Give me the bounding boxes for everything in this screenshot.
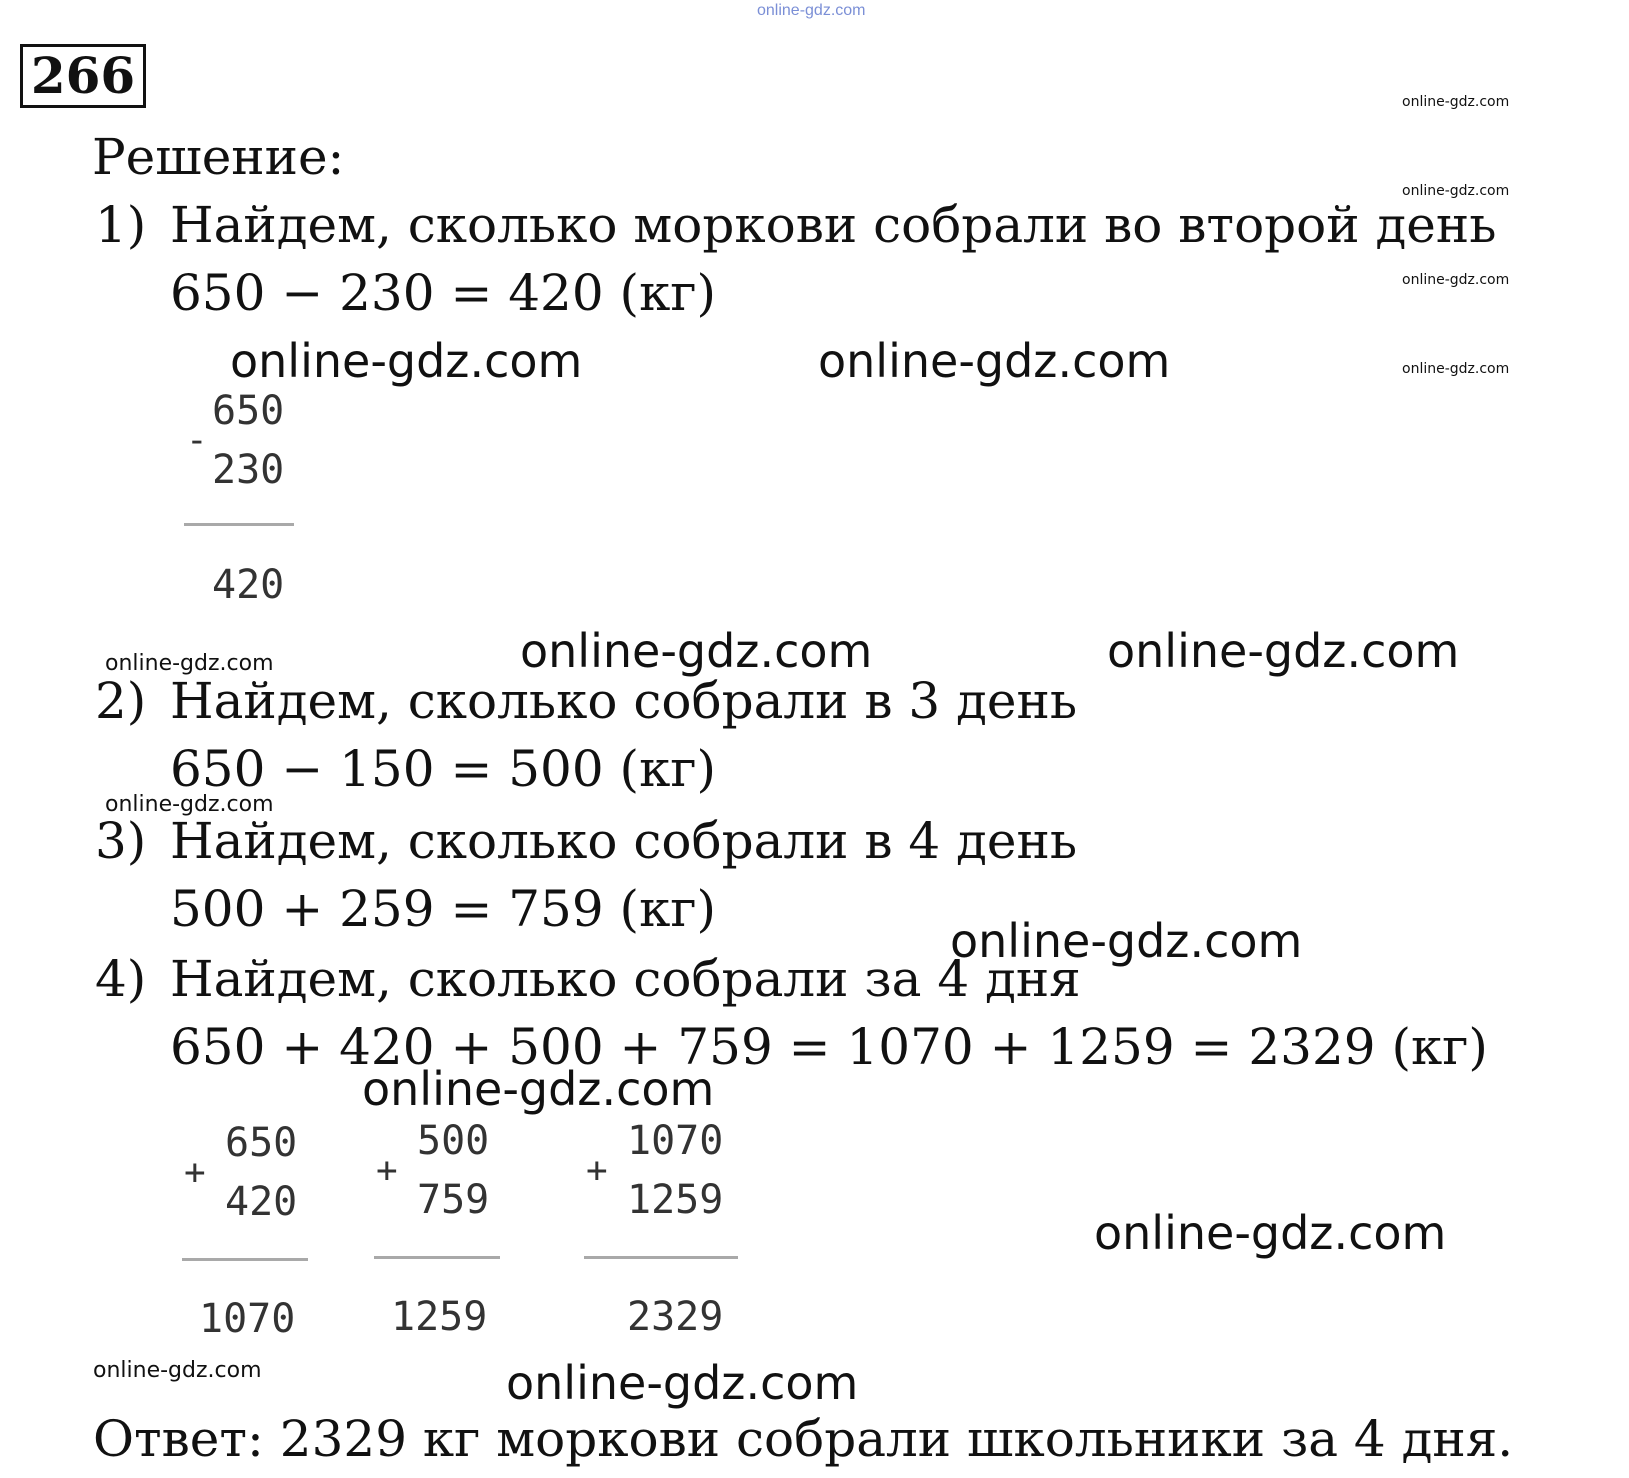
watermark: online-gdz.com: [105, 792, 274, 817]
column-top-number: 1070: [627, 1118, 724, 1164]
step-3: [95, 812, 1077, 870]
column-rule: [184, 523, 294, 526]
column-plus-sign: +: [586, 1150, 608, 1191]
watermark: online-gdz.com: [362, 1062, 715, 1116]
step-text: Найдем, сколько собрали в 3 день: [170, 672, 1078, 730]
watermark: online-gdz.com: [818, 334, 1171, 388]
step-1-formula: 650 − 230 = 420 (кг): [170, 264, 717, 322]
watermark: online-gdz.com: [506, 1356, 859, 1410]
column-plus-sign: +: [376, 1150, 398, 1191]
watermark: online-gdz.com: [1094, 1206, 1447, 1260]
column-rule: [584, 1256, 738, 1259]
watermark: online-gdz.com: [105, 651, 274, 676]
step-4: [95, 950, 1081, 1008]
column-result: 420: [212, 562, 285, 608]
column-result: 2329: [627, 1294, 724, 1340]
column-result: 1070: [199, 1296, 296, 1342]
column-rule: [182, 1258, 308, 1261]
watermark: online-gdz.com: [1402, 361, 1510, 377]
step-text: Найдем, сколько собрали за 4 дня: [170, 950, 1081, 1008]
watermark: online-gdz.com: [93, 1358, 262, 1383]
column-bottom-number: 759: [417, 1177, 490, 1223]
column-top-number: 650: [212, 388, 285, 434]
step-text: Найдем, сколько моркови собрали во второй день: [170, 196, 1497, 254]
step-number: 2): [95, 672, 147, 730]
watermark: online-gdz.com: [1402, 183, 1510, 199]
step-number: 1): [95, 196, 147, 254]
column-plus-sign: +: [184, 1152, 206, 1193]
column-bottom-number: 1259: [627, 1177, 724, 1223]
step-1: [95, 196, 1496, 254]
step-2: [95, 672, 1077, 730]
step-3-formula: 500 + 259 = 759 (кг): [170, 880, 717, 938]
column-bottom-number: 420: [225, 1179, 298, 1225]
column-bottom-number: 230: [212, 447, 285, 493]
solution-heading: Решение:: [92, 128, 345, 186]
step-number: 4): [95, 950, 147, 1008]
column-top-number: 650: [225, 1120, 298, 1166]
column-top-number: 500: [417, 1118, 490, 1164]
watermark-top: online-gdz.com: [757, 2, 866, 19]
watermark: online-gdz.com: [520, 624, 873, 678]
step-number: 3): [95, 812, 147, 870]
watermark: online-gdz.com: [1402, 272, 1510, 288]
watermark: online-gdz.com: [1107, 624, 1460, 678]
step-2-formula: 650 − 150 = 500 (кг): [170, 740, 717, 798]
watermark: online-gdz.com: [1402, 94, 1510, 110]
column-result: 1259: [391, 1294, 488, 1340]
answer-line: Ответ: 2329 кг моркови собрали школьники за 4 дня.: [93, 1410, 1514, 1468]
column-minus-sign: -: [186, 420, 208, 461]
step-text: Найдем, сколько собрали в 4 день: [170, 812, 1078, 870]
watermark: online-gdz.com: [950, 914, 1303, 968]
watermark: online-gdz.com: [230, 334, 583, 388]
task-number-box: 266: [20, 44, 146, 108]
step-4-formula: 650 + 420 + 500 + 759 = 1070 + 1259 = 2329 (кг): [170, 1018, 1488, 1076]
column-rule: [374, 1256, 500, 1259]
